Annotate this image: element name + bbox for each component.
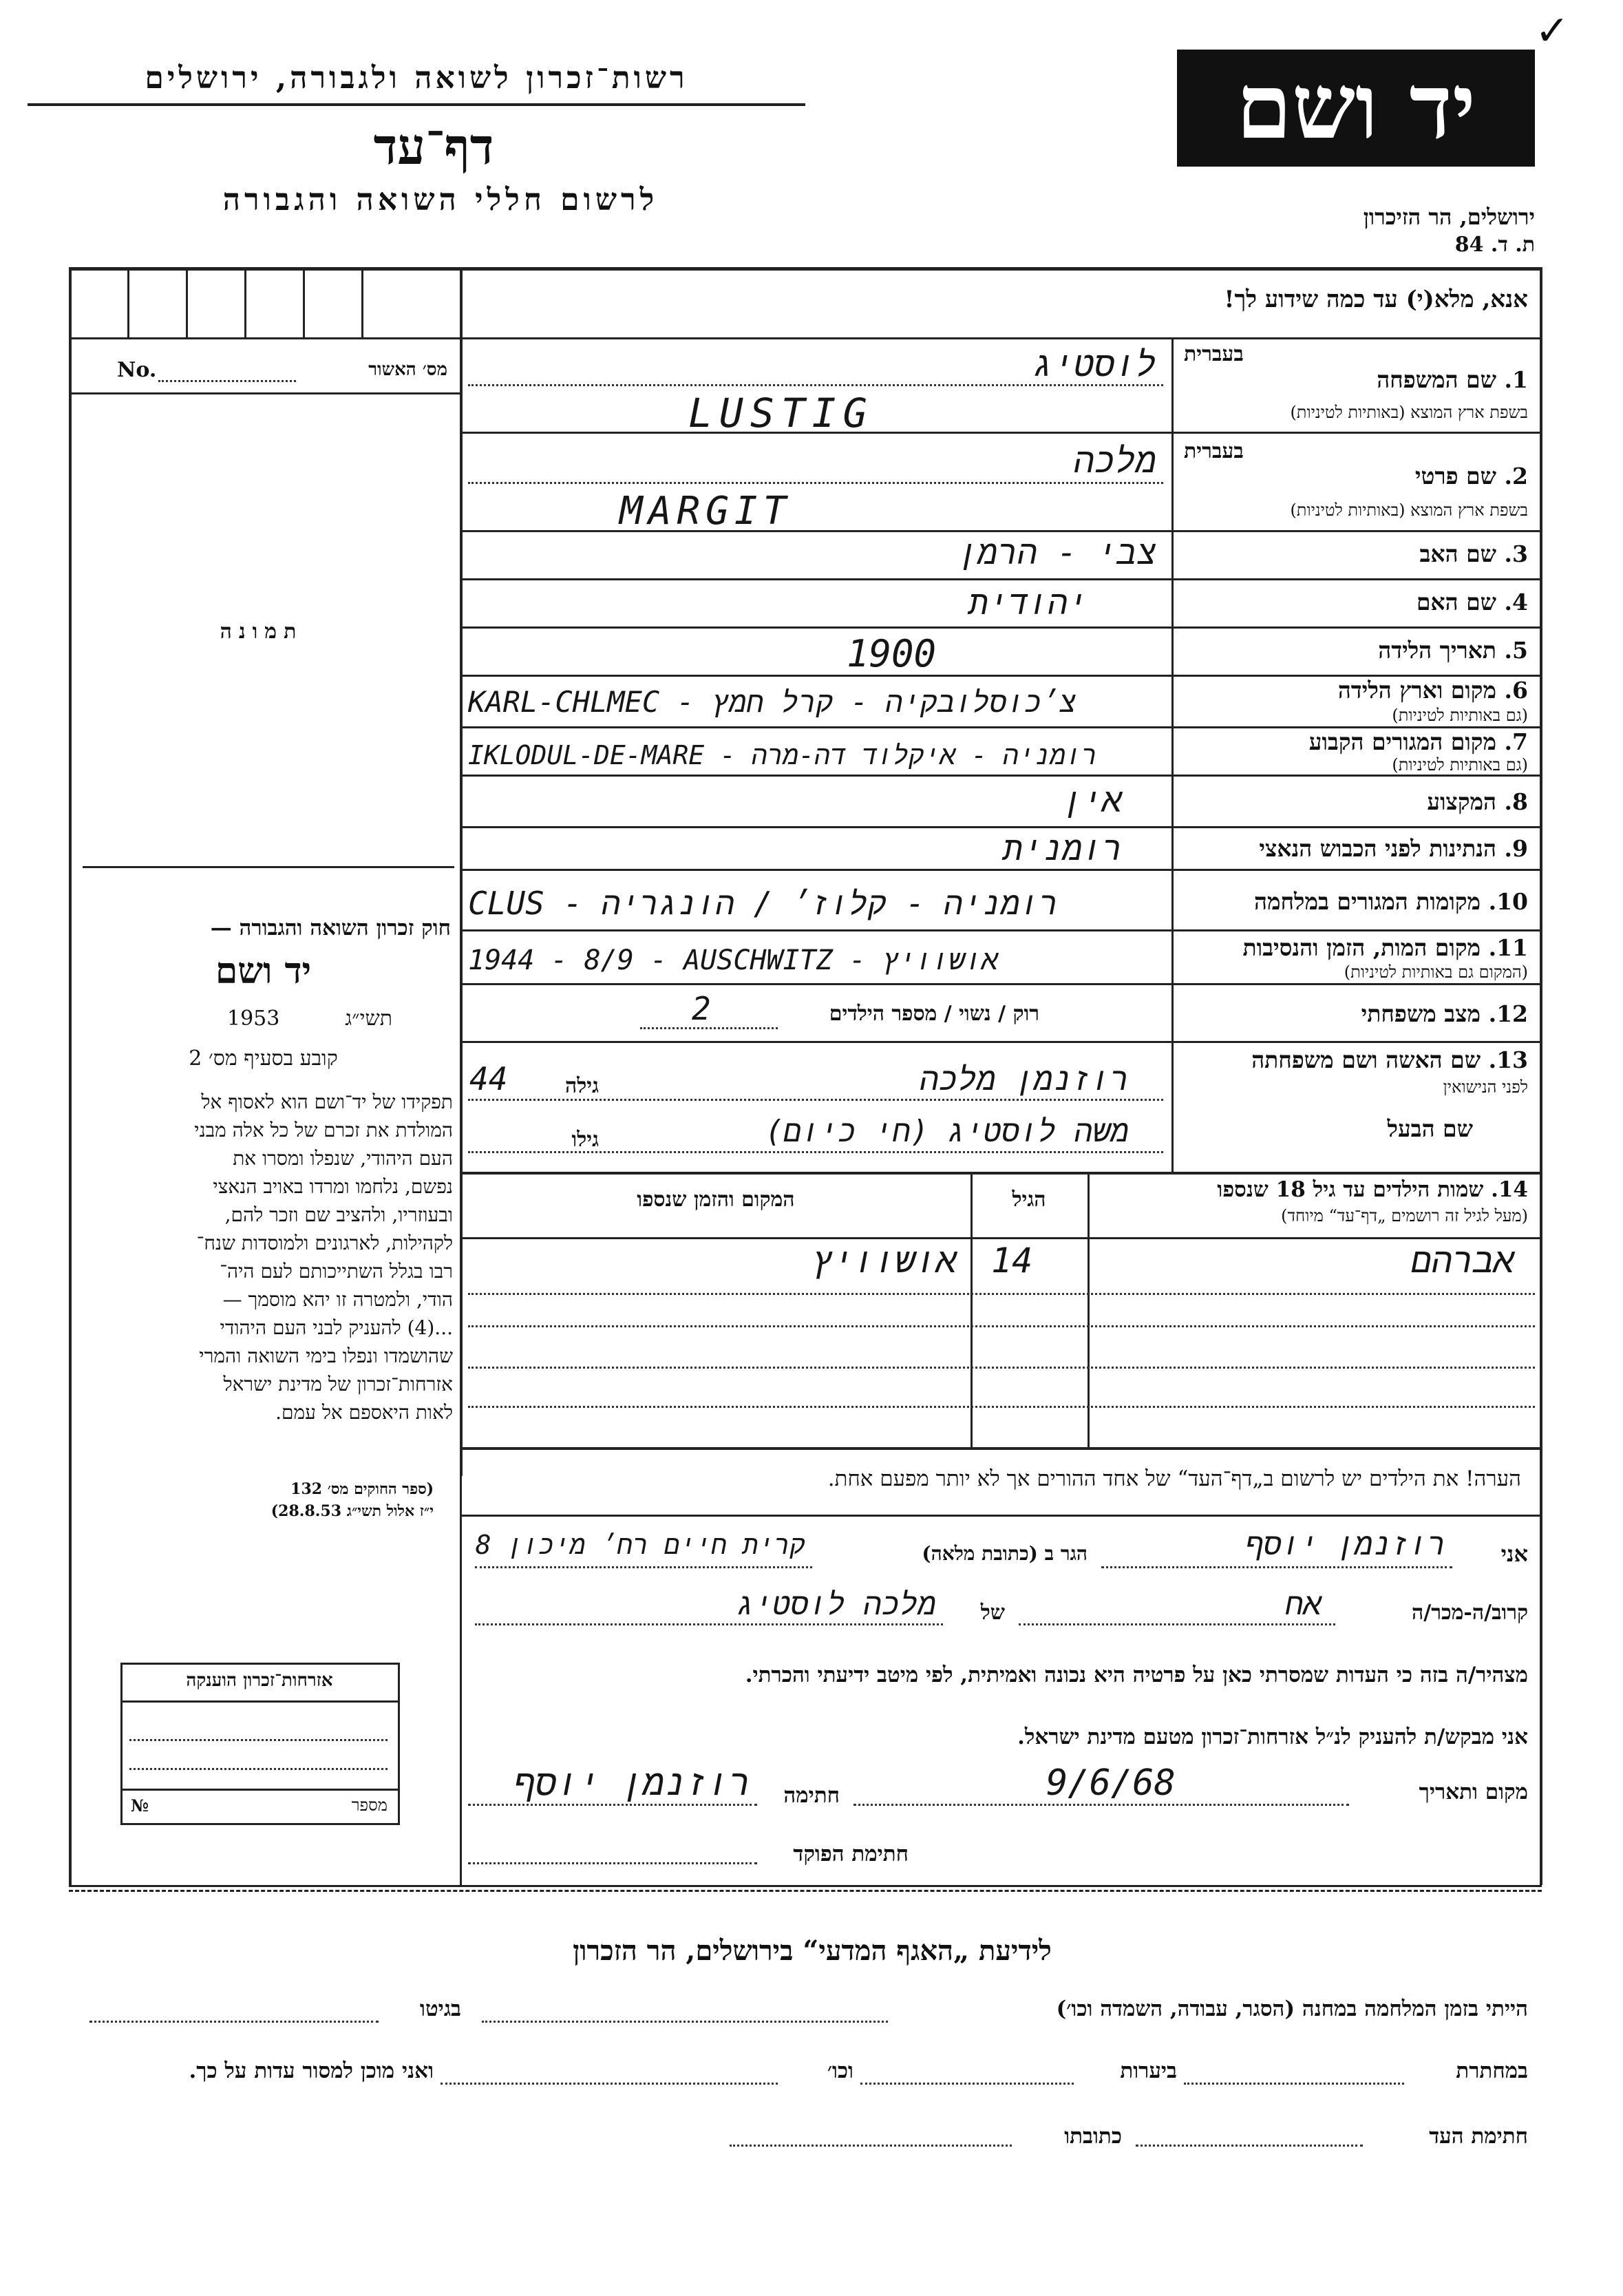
footer-address: כתובתו (1064, 2124, 1122, 2149)
instruction: אנא, מלא(י) עד כמה שידוע לך! (1224, 286, 1528, 313)
decl-i-label: אני (1500, 1541, 1528, 1567)
footer-line1: הייתי בזמן המלחמה במחנה (הסגר, עבודה, השמדה וכו׳) (1056, 1997, 1528, 2021)
field-4-value[interactable]: יהודית (968, 584, 1088, 622)
law-section: קובע בסעיף מס׳ 2 (189, 1046, 338, 1071)
authority-line: רשות־זכרון לשואה ולגבורה, ירושלים (145, 61, 688, 96)
child-name[interactable]: אברהם (1410, 1241, 1514, 1281)
citizenship-no-label: מספר (351, 1795, 388, 1815)
law-year-heb: תשי״ג (345, 1007, 392, 1031)
field-9-label: 9. הנתינות לפני הכבוש הנאצי (1259, 835, 1528, 862)
field-2-label: 2. שם פרטי (1414, 463, 1528, 489)
field-3-label: 3. שם האב (1419, 540, 1528, 567)
children-col-age: הגיל (1012, 1188, 1046, 1212)
decl-place-date-label: מקום ותאריך (1419, 1780, 1528, 1804)
decl-residing-value[interactable]: קרית חיים רח׳ מיכון 8 (475, 1530, 805, 1560)
footer-underground: במחתרת (1456, 2058, 1528, 2083)
field-2-value-heb[interactable]: מלכה (1073, 441, 1156, 481)
law-ref-1: (ספר החוקים מס׳ 132 (290, 1480, 434, 1498)
form-subtitle: לרשום חללי השואה והגבורה (222, 182, 659, 218)
footer-ready: ואני מוכן למסור עדות על כך. (189, 2058, 434, 2083)
approval-no-label: מס׳ האשור (368, 359, 447, 380)
form-title: דף־עד (373, 117, 494, 176)
decl-relative-value[interactable]: אח (1285, 1587, 1322, 1622)
field-1-value-heb[interactable]: לוסטיג (1032, 344, 1156, 384)
photo-label: תמונה (220, 620, 304, 644)
decl-statement: מצהיר/ה בזה כי העדות שמסרתי כאן על פרטיה היא נכונה ואמיתית, לפי מיטב ידיעתי והכרתי. (745, 1663, 1528, 1687)
decl-residing-label: הגר ב (כתובת מלאה) (922, 1542, 1088, 1565)
field-2-sub: בשפת ארץ המוצא (באותיות לטיניות) (1290, 501, 1528, 520)
decl-of-label: של (980, 1601, 1005, 1625)
field-6-label: 6. מקום וארץ הלידה (1337, 677, 1528, 704)
field-6-sub: (גם באותיות לטיניות) (1392, 706, 1528, 725)
citizenship-no-symbol: № (131, 1795, 149, 1815)
husband-value[interactable]: משה לוסטיג (חי כיום) (765, 1114, 1129, 1149)
footer-etc: וכו׳ (827, 2058, 853, 2083)
field-4-label: 4. שם האם (1416, 589, 1528, 615)
logo-text: יד ושם (1235, 54, 1476, 159)
law-text: תפקידו של יד־ושם הוא לאסוף אל המולדת את זכרם של כל אלה מבני העם היהודי, שנפלו ומסרו את נפשם, נלחמו ומרדו באויב הנאצי ובעוזריו, ולהציב שם וזכר להם, לקהילות, לארגונים ולמוסדות שנח־ רבו בגלל השתייכותם לעם היה־ הודי, ולמטרה זו יהא מוסמך — ...(4) להעניק לבני העם היהודי שהושמדו ונפלו בימי השואה והמרי אזרחות־זכרון של מדינת ישראל לאות היאספם אל עמם. (194, 1091, 453, 1424)
field-11-value[interactable]: 1944 - 8/9 - AUSCHWITZ - אושוויץ (468, 945, 999, 976)
law-ref-2: י״ז אלול תשי״ג 28.8.53) (270, 1502, 434, 1520)
law-name: יד ושם (215, 950, 312, 992)
field-1-label: 1. שם המשפחה (1377, 366, 1528, 393)
yad-vashem-logo (1177, 50, 1535, 167)
field-5-value[interactable]: 1900 (847, 632, 937, 675)
field-12-hint: רוק / נשוי / מספר הילדים (829, 1002, 1039, 1026)
authority-underline (28, 103, 805, 106)
citizenship-box (120, 1663, 400, 1825)
children-sub: (מעל לגיל זה רושמים „דף־עד“ מיוחד) (1281, 1206, 1528, 1225)
field-13-age-label: גילה (564, 1074, 599, 1098)
field-8-value[interactable]: אין (1062, 781, 1122, 820)
no-label: No. (117, 358, 157, 382)
field-2-lang: בעברית (1184, 439, 1244, 463)
decl-signature-value[interactable]: רוזנמן יוסף (513, 1762, 750, 1804)
field-11-sub: (המקום גם באותיות לטיניות) (1344, 962, 1528, 982)
children-label: 14. שמות הילדים עד גיל 18 שנספו (1217, 1177, 1528, 1202)
field-12-value[interactable]: 2 (692, 990, 711, 1027)
husband-label: שם הבעל (1387, 1115, 1473, 1142)
field-1-value[interactable]: LUSTIG (688, 390, 874, 436)
field-13-sub: לפני הנישואין (1443, 1077, 1528, 1097)
field-13-value[interactable]: רוזנמן מלכה (920, 1060, 1129, 1097)
field-3-value[interactable]: צבי - הרמן (957, 534, 1156, 572)
field-11-label: 11. מקום המות, הזמן והנסיבות (1242, 934, 1528, 961)
decl-signature-label: חתימה (783, 1783, 840, 1808)
field-6-value[interactable]: KARL-CHLMEC - צ׳כוסלובקיה - קרל חמץ (468, 685, 1076, 719)
footer-forests: ביערות (1120, 2058, 1177, 2083)
check-mark: ✓ (1535, 7, 1570, 55)
law-title: חוק זכרון השואה והגבורה — (210, 916, 451, 940)
field-8-label: 8. המקצוע (1427, 788, 1528, 815)
decl-relative-label: קרוב/ה-מכר/ה (1412, 1601, 1528, 1625)
citizenship-title: אזרחות־זכרון הוענקה (186, 1670, 333, 1691)
field-12-label: 12. מצב משפחתי (1361, 1000, 1528, 1027)
field-7-value[interactable]: IKLODUL-DE-MARE - רומניה - איקלוד דה-מרה (468, 740, 1097, 770)
child-age[interactable]: 14 (991, 1241, 1033, 1281)
field-13-label: 13. שם האשה ושם משפחתה (1251, 1046, 1528, 1073)
decl-of-value[interactable]: מלכה לוסטיג (736, 1587, 936, 1622)
field-7-label: 7. מקום המגורים הקבוע (1308, 728, 1528, 755)
law-year: 1953 (227, 1007, 280, 1031)
po-box: ת. ד. 84 (1454, 233, 1535, 257)
decl-request: אני מבקש/ת להעניק לנ״ל אזרחות־זכרון מטעם מדינת ישראל. (1017, 1725, 1528, 1749)
field-7-sub: (גם באותיות לטיניות) (1392, 755, 1528, 775)
footer-title: לידיעת „האגף המדעי“ בירושלים, הר הזכרון (573, 1935, 1052, 1967)
decl-i-value[interactable]: רוזנמן יוסף (1245, 1527, 1445, 1562)
children-col-place: המקום והזמן שנספו (637, 1188, 795, 1212)
footer-ghetto: בגיטו (420, 1997, 461, 2021)
field-5-label: 5. תאריך הלידה (1378, 637, 1528, 664)
field-13-age[interactable]: 44 (469, 1060, 508, 1097)
footer-witness-sig: חתימת העד (1429, 2124, 1528, 2149)
decl-place-date-value[interactable]: 9/6/68 (1046, 1762, 1176, 1804)
field-10-label: 10. מקומות המגורים במלחמה (1253, 888, 1528, 915)
husband-age-label: גילו (571, 1128, 599, 1152)
field-1-lang: בעברית (1184, 342, 1244, 366)
child-place[interactable]: אושוויץ (812, 1241, 957, 1281)
address: ירושלים, הר הזיכרון (1363, 204, 1535, 230)
table-row (461, 1237, 1542, 1292)
note: הערה! את הילדים יש לרשום ב„דף־העד“ של אחד ההורים אך לא יותר מפעם אחת. (827, 1466, 1521, 1491)
field-9-value[interactable]: רומנית (1003, 830, 1122, 868)
field-1-sub: בשפת ארץ המוצא (באותיות לטיניות) (1290, 403, 1528, 422)
field-10-value[interactable]: CLUS - רומניה - קלוז׳ / הונגריה (468, 885, 1058, 922)
field-2-value[interactable]: MARGIT (619, 489, 792, 534)
decl-officer-label: חתימת הפוקד (793, 1842, 909, 1866)
